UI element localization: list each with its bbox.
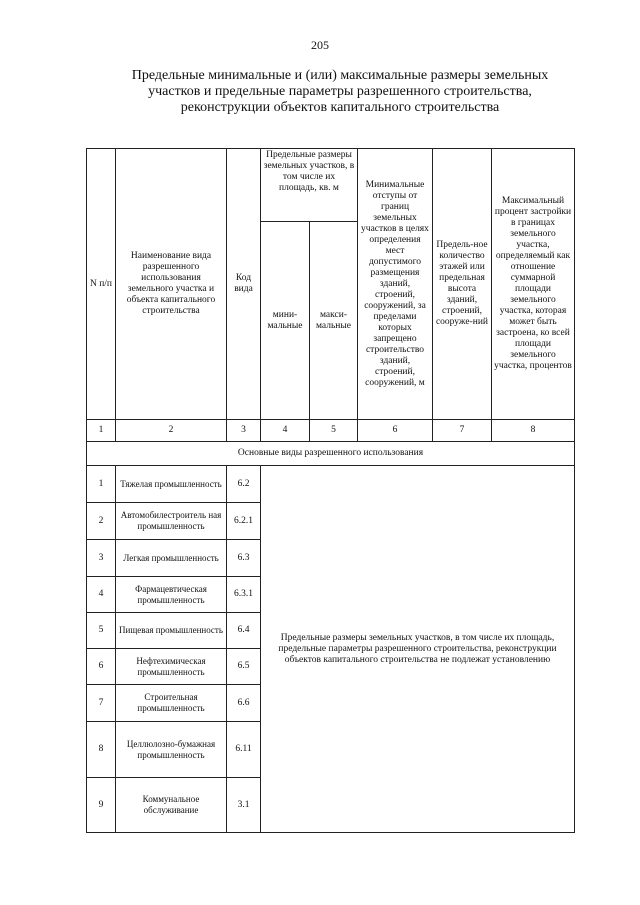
row-num: 3 [87,540,116,577]
row-num: 7 [87,685,116,722]
row-code: 6.6 [227,685,261,722]
parameters-table [86,148,575,833]
column-number-4: 4 [261,420,310,442]
header-floors: Предель-ное количество этажей или предельная высота зданий, строений, сооруже-ний [433,149,492,420]
column-number-2: 2 [116,420,227,442]
row-name: Фармацевтическая промышленность [116,577,227,613]
row-num: 6 [87,649,116,685]
column-number-5: 5 [310,420,358,442]
column-number-3: 3 [227,420,261,442]
row-code: 6.2.1 [227,503,261,540]
merged-note: Предельные размеры земельных участков, в том числе их площадь, предельные параметры разрешенного строительства, реконструкции объектов капитального строительства не подлежат установлению [261,466,575,833]
row-code: 6.4 [227,613,261,649]
row-name: Пищевая промышленность [116,613,227,649]
header-min: мини-мальные [261,222,310,420]
header-coverage: Максимальный процент застройки в границах земельного участка, определяемый как отношение суммарной площади земельного участка, которая может быть застроена, ко всей площади земельного участка, процентов [492,149,575,420]
row-code: 6.2 [227,466,261,503]
row-name: Тяжелая промышленность [116,466,227,503]
row-num: 8 [87,722,116,778]
header-max: макси-мальные [310,222,358,420]
row-code: 6.5 [227,649,261,685]
section-title: Основные виды разрешенного использования [87,442,575,466]
row-name: Целлюлозно-бумажная промышленность [116,722,227,778]
column-number-1: 1 [87,420,116,442]
row-name: Автомобилестроитель ная промышленность [116,503,227,540]
row-code: 6.3.1 [227,577,261,613]
row-num: 9 [87,778,116,833]
row-code: 6.3 [227,540,261,577]
row-name: Коммунальное обслуживание [116,778,227,833]
column-number-7: 7 [433,420,492,442]
row-num: 4 [87,577,116,613]
row-num: 2 [87,503,116,540]
header-sizes: Предельные размеры земельных участков, в том числе их площадь, кв. м [261,149,358,222]
row-code: 6.11 [227,722,261,778]
column-number-8: 8 [492,420,575,442]
header-name: Наименование вида разрешенного использования земельного участка и объекта капитального строительства [116,149,227,420]
header-code: Код вида [227,149,261,420]
column-number-6: 6 [358,420,433,442]
header-num: N п/п [87,149,116,420]
document-title: Предельные минимальные и (или) максимальные размеры земельных участков и предельные параметры разрешенного строительства, реконструкции объектов капитального строительства [131,68,549,115]
page-number: 205 [311,38,329,52]
header-setbacks: Минимальные отступы от границ земельных участков в целях определения мест допустимого размещения зданий, строений, сооружений, за пределами которых запрещено строительство зданий, строений, сооружений, м [358,149,433,420]
row-name: Нефтехимическая промышленность [116,649,227,685]
row-code: 3.1 [227,778,261,833]
row-name: Строительная промышленность [116,685,227,722]
row-num: 1 [87,466,116,503]
row-name: Легкая промышленность [116,540,227,577]
row-num: 5 [87,613,116,649]
